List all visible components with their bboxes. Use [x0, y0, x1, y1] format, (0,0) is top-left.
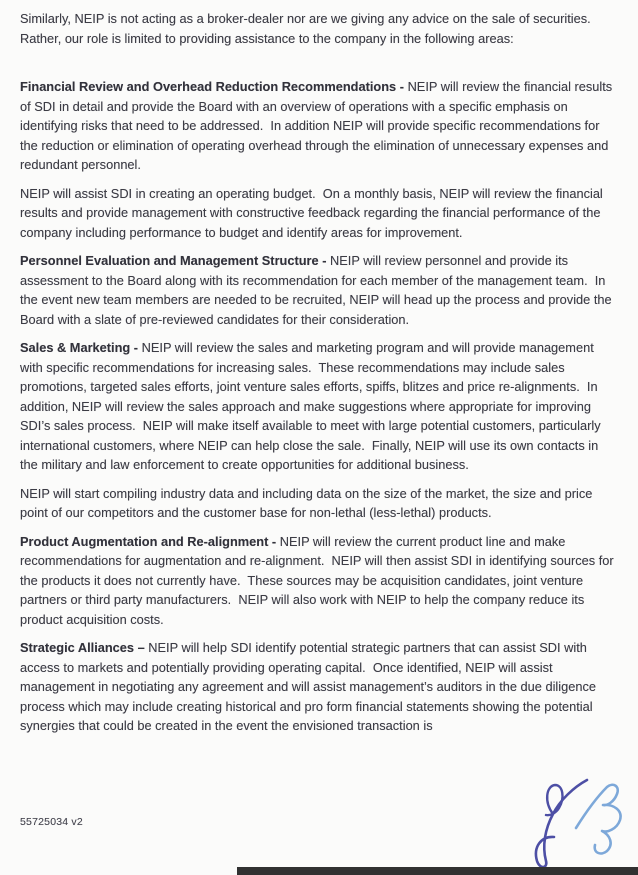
paragraph [20, 338, 616, 475]
paragraph-text: NEIP will assist SDI in creating an operating budget. On a monthly basis, NEIP will review the financial results and provide management with constructive feedback regarding the financial performance of the company including performance to budget and identify areas for improvement. [20, 185, 607, 240]
paragraph-lead: Financial Review and Overhead Reduction Recommendations - [20, 79, 408, 94]
paragraph [20, 77, 616, 175]
paragraph-lead: Sales & Marketing - [20, 340, 142, 355]
document-body [20, 9, 618, 736]
paragraph-text: NEIP will review personnel and provide its assessment to the Board along with its recommendation for each member of the management team. In the event new team members are needed to be recruited, NEIP will head up the process and provide the Board with a slate of pre-reviewed candidates for their consideration. [20, 253, 616, 327]
paragraph-text: Similarly, NEIP is not acting as a broker-dealer nor are we giving any advice on the sale of securities. Rather, our role is limited to providing assistance to the company in the following areas: [20, 11, 598, 46]
handwritten-initials-icon [516, 776, 638, 875]
scan-artifact-bar [237, 867, 638, 875]
paragraph [20, 251, 616, 329]
paragraph-text: NEIP will start compiling industry data and including data on the size of the market, the size and price point of our competitors and the customer base for non-lethal (less-lethal) products. [20, 485, 596, 520]
paragraph [20, 9, 616, 48]
paragraph-text: NEIP will review the financial results of SDI in detail and provide the Board with an overview of operations with a specific emphasis on identifying risks that need to be addressed. In addition NEIP will provide specific recommendations for the reduction or elimination of operating overhead through the elimination of unnecessary expenses and redundant personnel. [20, 79, 616, 172]
paragraph-lead: Product Augmentation and Re-alignment - [20, 533, 280, 549]
paragraph [20, 638, 616, 736]
footer-doc-number: 55725034 v2 [20, 816, 83, 828]
paragraph [20, 484, 616, 523]
paragraph-text: NEIP will review the current product line and make recommendations for augmentation and re-alignment. NEIP will then assist SDI in identifying sources for the products it does not currently have. These sources may be acquisition candidates, joint venture partners or third party manufacturers. NEIP will also work with NEIP to help the company reduce its product acquisition costs. [20, 533, 618, 627]
paragraph-text: NEIP will review the sales and marketing program and will provide management with specific recommendations for increasing sales. These recommendations may include sales promotions, targeted sales efforts, joint venture sales efforts, spiffs, blitzes and price re-alignments. In addition, NEIP will review the sales approach and make suggestions where appropriate for improving SDI’s sales process. NEIP will make itself available to meet with large potential customers, particularly international customers, where NEIP can help close the sale. Finally, NEIP will use its own contacts in the military and law enforcement to create opportunities for additional business. [20, 340, 605, 472]
paragraph [20, 184, 616, 243]
signature [516, 776, 638, 875]
paragraph-lead: Personnel Evaluation and Management Structure - [20, 253, 331, 268]
paragraph-lead: Strategic Alliances – [20, 640, 149, 655]
paragraph [20, 532, 616, 630]
signature-initial-light [576, 785, 621, 854]
paragraph-text: NEIP will help SDI identify potential strategic partners that can assist SDI with access to markets and potentially providing operating capital. Once identified, NEIP will assist management in negotiating any agreement and will assist management’s auditors in the due diligence process which may include creating historical and pro form financial statements showing the potential synergies that could be created in the event the envisioned transaction is [20, 640, 600, 733]
